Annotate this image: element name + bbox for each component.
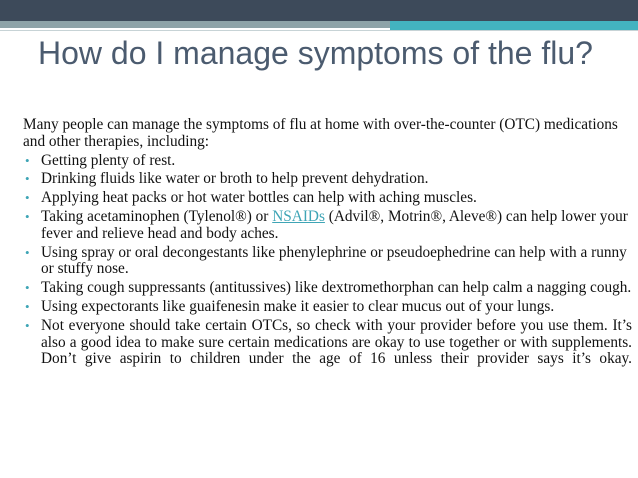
header-divider [0, 30, 638, 31]
list-item-text: Getting plenty of rest. [41, 151, 176, 169]
list-item-text: Drinking fluids like water or broth to help prevent dehydration. [41, 170, 429, 188]
list-item [23, 280, 632, 297]
slide-body [23, 117, 632, 368]
bullet-icon: • [25, 152, 30, 168]
bullet-icon: • [25, 317, 30, 333]
bullet-icon: • [25, 244, 30, 260]
bullet-icon: • [25, 298, 30, 314]
header-band-dark [0, 0, 638, 21]
header-band-accent [390, 21, 638, 30]
list-item [23, 153, 632, 170]
list-item [23, 171, 632, 188]
bullet-icon: • [25, 171, 30, 187]
intro-paragraph: Many people can manage the symptoms of flu at home with over-the-counter (OTC) medications and other therapies, including: [23, 116, 618, 150]
list-item-text: Using expectorants like guaifenesin make it easier to clear mucus out of your lungs. [41, 297, 555, 315]
symptom-management-list [23, 153, 632, 369]
list-item [23, 245, 632, 279]
bullet-icon: • [25, 280, 30, 296]
list-item-text: Applying heat packs or hot water bottles can help with aching muscles. [41, 189, 477, 207]
list-item [23, 190, 632, 207]
list-item [23, 318, 632, 368]
list-item-text-before-link: Taking acetaminophen (Tylenol®) or [41, 207, 273, 225]
slide-title: How do I manage symptoms of the flu? [38, 35, 593, 71]
bullet-icon: • [25, 208, 30, 224]
list-item-text-after-link: (Advil®, Motrin®, Aleve®) can help lower your fever and relieve head and body aches. [41, 207, 628, 242]
list-item-text: Using spray or oral decongestants like phenylephrine or pseudoephedrine can help with a runny or stuffy nose. [41, 243, 627, 278]
bullet-icon: • [25, 190, 30, 206]
list-item [23, 299, 632, 316]
list-item [23, 209, 632, 243]
list-item-text: Taking cough suppressants (antitussives) like dextromethorphan can help calm a nagging cough. [41, 279, 632, 297]
nsaids-link[interactable]: NSAIDs [272, 207, 325, 225]
list-item-text: Not everyone should take certain OTCs, so check with your provider before you use them. It’s also a good idea to make sure certain medications are okay to use together or with supplements. Don’t give aspirin to children under the age of 16 unless their provider says it’s okay. [41, 316, 632, 368]
